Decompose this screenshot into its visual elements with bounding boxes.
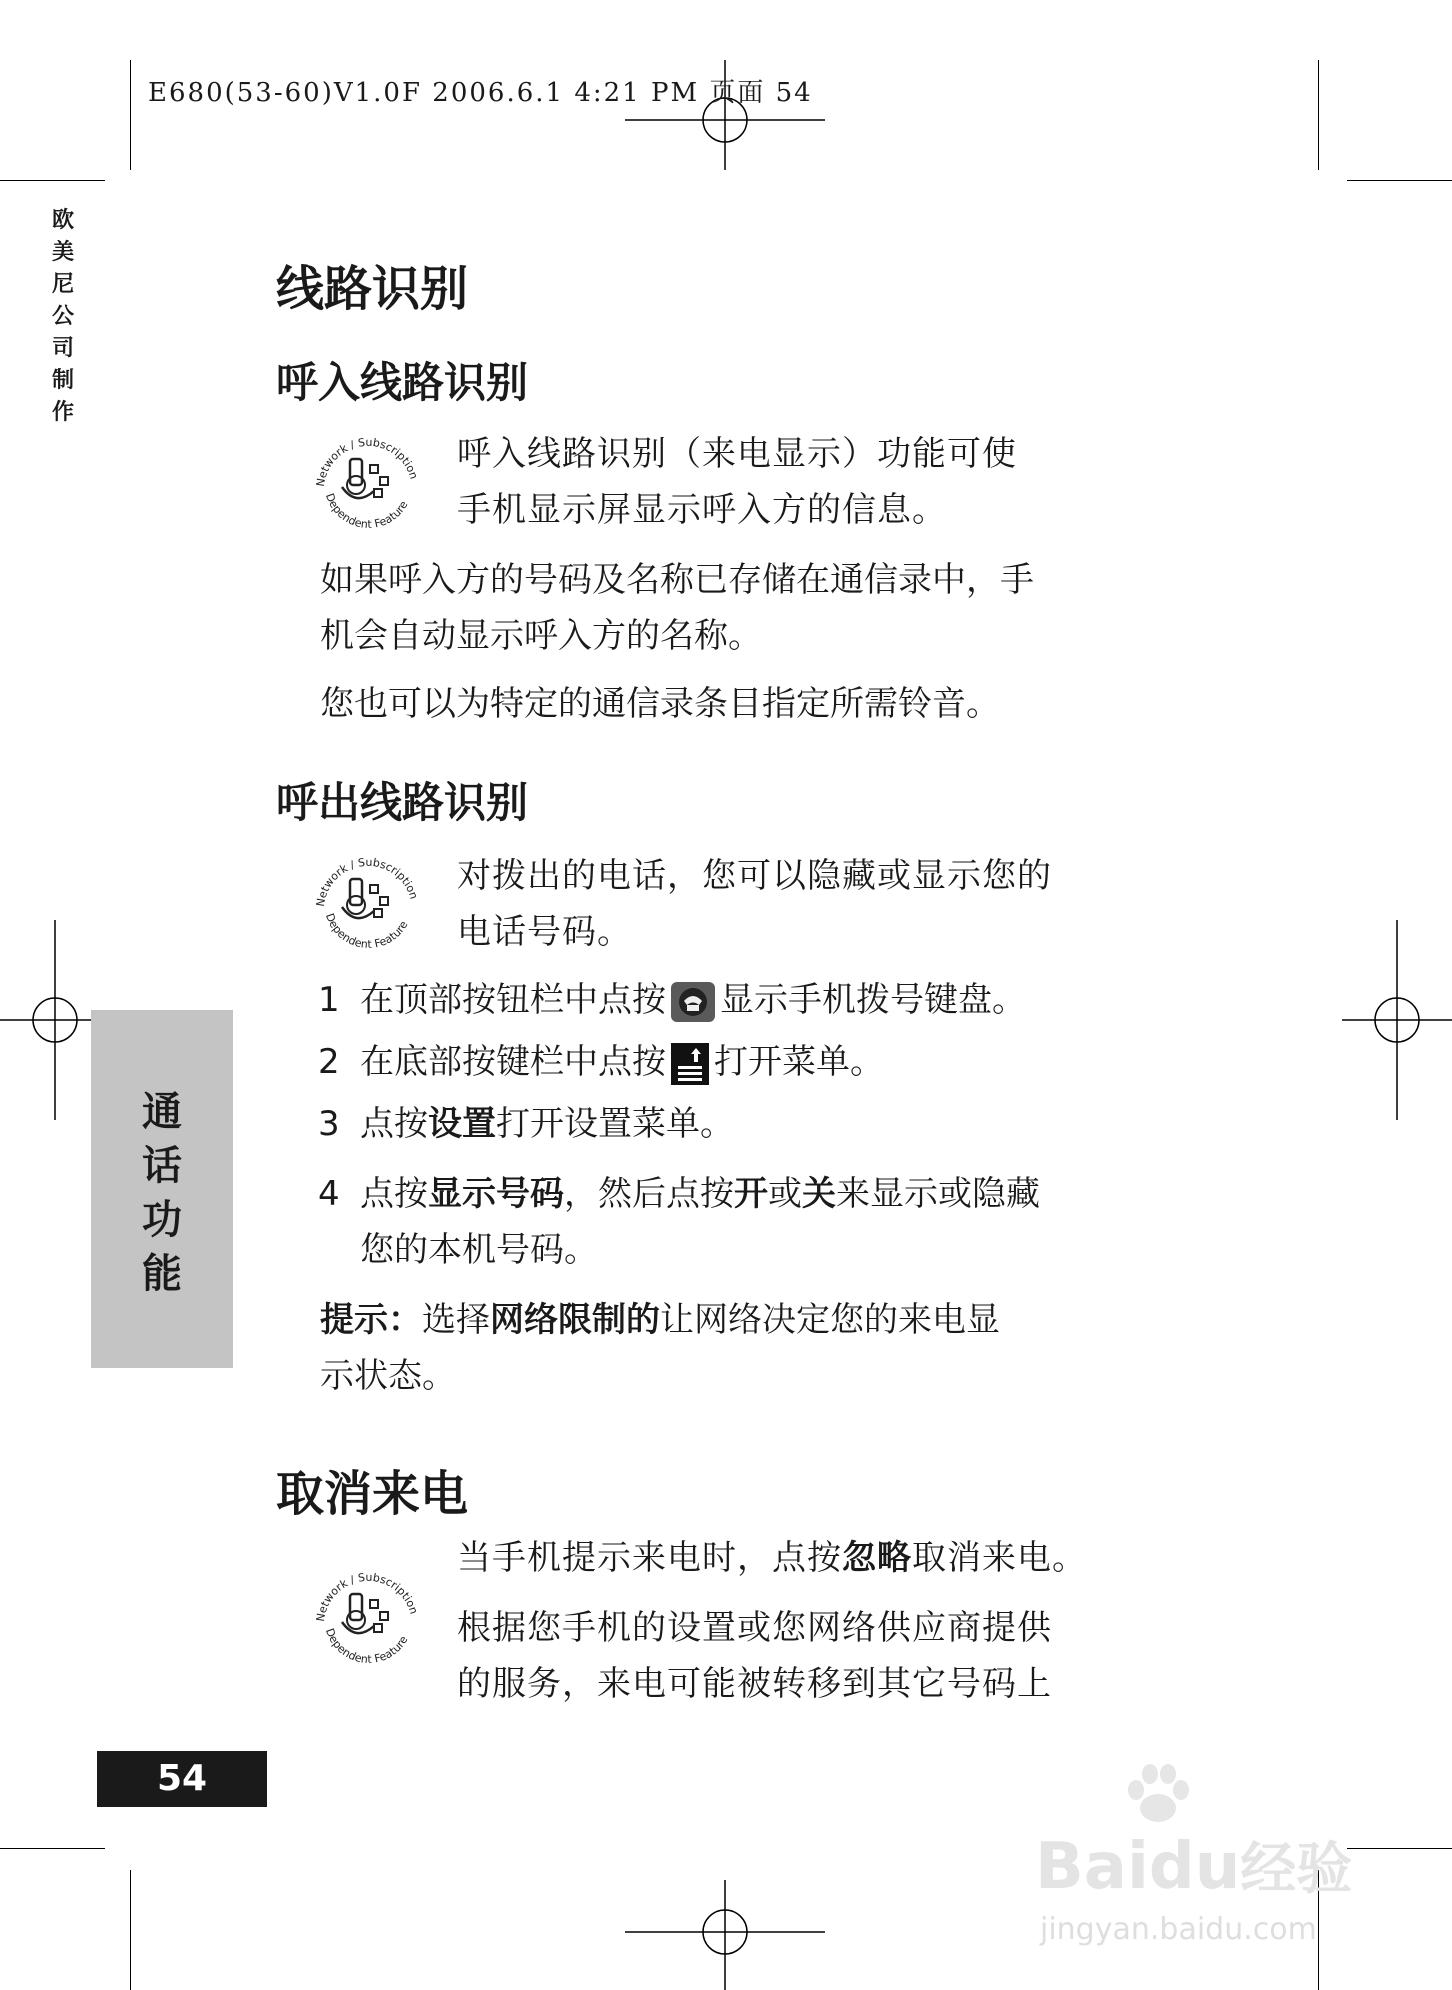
vertical-char: 司 xyxy=(51,336,74,361)
step-text: 显示手机拨号键盘。 xyxy=(720,980,1026,1020)
watermark-brand xyxy=(1035,1825,1352,1905)
watermark-url: jingyan.baidu.com xyxy=(1040,1912,1317,1947)
text-line: 对拨出的电话，您可以隐藏或显示您的 xyxy=(457,856,1052,896)
cancel-bold-term: 忽略 xyxy=(842,1538,912,1578)
step-bold-term: 显示号码 xyxy=(428,1174,564,1214)
crop-mark xyxy=(130,60,131,170)
chapter-tab-label xyxy=(91,1085,233,1301)
svg-text:Dependent Feature: Dependent Feature xyxy=(322,491,411,532)
vertical-char: 作 xyxy=(51,400,74,425)
step-bold-term: 设置 xyxy=(428,1104,496,1144)
step-2 xyxy=(318,1034,884,1090)
step-text: ，然后点按 xyxy=(564,1174,734,1214)
tip-label: 提示： xyxy=(320,1300,422,1340)
incoming-intro xyxy=(457,426,1167,538)
cancel-text: 当手机提示来电时，点按 xyxy=(457,1538,842,1578)
step-bold-term: 关 xyxy=(802,1174,836,1214)
svg-text:Network / Subscription: Network / Subscription xyxy=(313,435,421,488)
crop-mark xyxy=(0,180,105,181)
tip-text: 让网络决定您的来电显 xyxy=(660,1300,1000,1340)
text-line: 机会自动显示呼入方的名称。 xyxy=(320,616,762,656)
dialer-icon xyxy=(670,981,716,1023)
crop-mark xyxy=(1347,180,1452,181)
section-title-line-id: 线路识别 xyxy=(276,261,469,317)
print-header: E680(53-60)V1.0F 2006.6.1 4:21 PM 页面 54 xyxy=(148,78,813,108)
step-text: 在底部按键栏中点按 xyxy=(360,1042,666,1082)
vertical-char: 欧 xyxy=(51,208,74,233)
svg-text:Dependent Feature: Dependent Feature xyxy=(322,911,411,952)
subsection-title-incoming: 呼入线路识别 xyxy=(276,358,529,407)
outgoing-intro xyxy=(457,848,1167,960)
tip-text: 示状态。 xyxy=(320,1356,456,1396)
step-text: 在顶部按钮栏中点按 xyxy=(360,980,666,1020)
text-line: 的服务，来电可能被转移到其它号码上 xyxy=(457,1664,1052,1704)
text-line: 呼入线路识别（来电显示）功能可使 xyxy=(457,434,1017,474)
step-bold-term: 开 xyxy=(734,1174,768,1214)
registration-mark-bottom xyxy=(625,1880,825,1990)
step-text: 打开菜单。 xyxy=(714,1042,884,1082)
section-title-cancel: 取消来电 xyxy=(276,1466,469,1522)
crop-mark xyxy=(1318,60,1319,170)
tab-char: 通 xyxy=(142,1089,182,1135)
vertical-char: 尼 xyxy=(51,272,74,297)
watermark-text: Bai xyxy=(1035,1830,1149,1904)
tip-paragraph xyxy=(320,1292,1165,1404)
text-line: 手机显示屏显示呼入方的信息。 xyxy=(457,490,947,530)
step-4 xyxy=(318,1166,1040,1278)
crop-mark xyxy=(0,1848,105,1849)
watermark-text: du xyxy=(1148,1830,1241,1904)
text-line: 根据您手机的设置或您网络供应商提供 xyxy=(457,1608,1052,1648)
network-feature-icon xyxy=(312,425,422,535)
step-number: 4 xyxy=(318,1174,340,1214)
registration-mark-right xyxy=(1342,920,1452,1120)
tab-char: 能 xyxy=(142,1251,182,1297)
crop-mark xyxy=(1347,1848,1452,1849)
svg-text:Network / Subscription: Network / Subscription xyxy=(313,1570,421,1623)
step-3 xyxy=(318,1096,734,1152)
crop-mark xyxy=(130,1870,131,1990)
text-line: 电话号码。 xyxy=(457,912,632,952)
step-text: 您的本机号码。 xyxy=(360,1230,598,1270)
cancel-paragraph xyxy=(457,1600,1167,1712)
incoming-paragraph-2: 您也可以为特定的通信录条目指定所需铃音。 xyxy=(320,684,1000,724)
step-text: 来显示或隐藏 xyxy=(836,1174,1040,1214)
step-text: 打开设置菜单。 xyxy=(496,1104,734,1144)
tip-text: 选择 xyxy=(422,1300,490,1340)
step-number: 3 xyxy=(318,1104,340,1144)
tab-char: 功 xyxy=(142,1197,182,1243)
network-feature-icon xyxy=(312,845,422,955)
watermark-text: 经验 xyxy=(1240,1837,1353,1902)
page-number: 54 xyxy=(97,1751,267,1807)
network-feature-icon xyxy=(312,1560,422,1670)
subsection-title-outgoing: 呼出线路识别 xyxy=(276,778,529,827)
incoming-paragraph-1 xyxy=(320,552,1165,664)
step-text: 点按 xyxy=(360,1104,428,1144)
company-vertical-label xyxy=(48,205,78,429)
step-text: 点按 xyxy=(360,1174,428,1214)
cancel-text: 取消来电。 xyxy=(912,1538,1087,1578)
text-line: 如果呼入方的号码及名称已存储在通信录中，手 xyxy=(320,560,1034,600)
vertical-char: 制 xyxy=(51,368,74,393)
step-number: 2 xyxy=(318,1042,340,1082)
cancel-line-1 xyxy=(457,1530,1167,1586)
step-text: 或 xyxy=(768,1174,802,1214)
paw-logo-icon xyxy=(1118,1760,1198,1830)
svg-text:Network / Subscription: Network / Subscription xyxy=(313,855,421,908)
step-number: 1 xyxy=(318,980,340,1020)
tab-char: 话 xyxy=(142,1143,182,1189)
svg-text:Dependent Feature: Dependent Feature xyxy=(322,1626,411,1667)
tip-bold-term: 网络限制的 xyxy=(490,1300,660,1340)
vertical-char: 美 xyxy=(51,240,74,265)
step-1 xyxy=(318,972,1026,1028)
vertical-char: 公 xyxy=(51,304,74,329)
menu-icon xyxy=(670,1042,710,1086)
